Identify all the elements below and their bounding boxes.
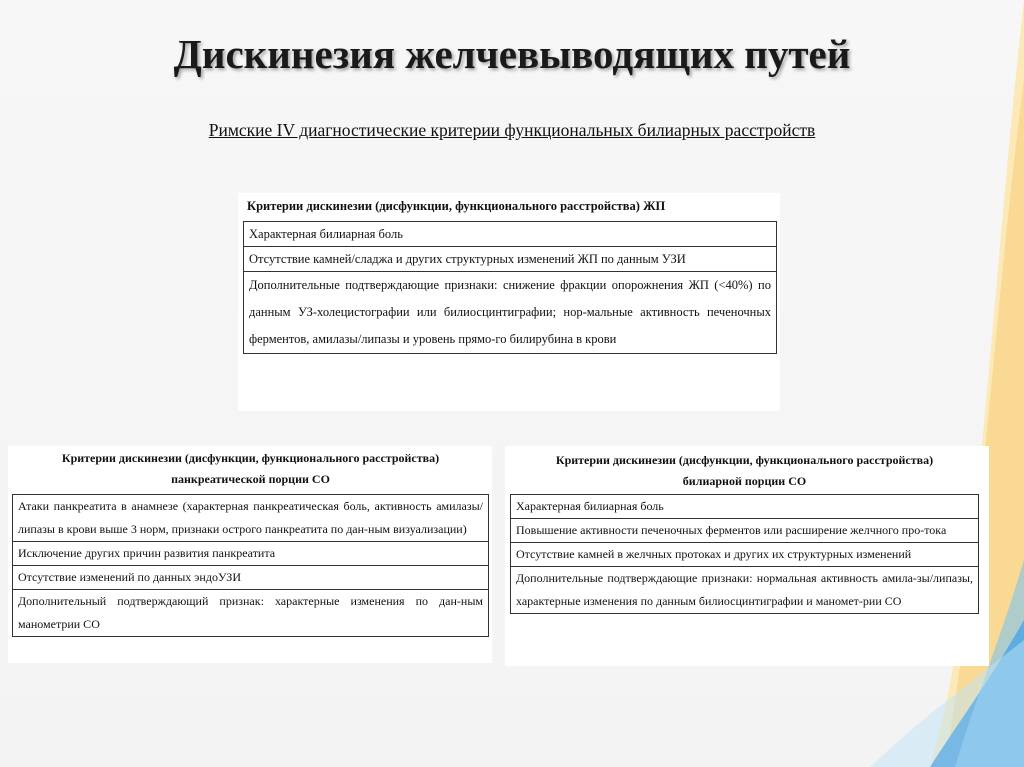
table-header: Критерии дискинезии (дисфункции, функционального расстройства) ЖП	[247, 199, 666, 213]
table-row	[511, 543, 979, 567]
table-row	[13, 495, 489, 542]
table-cell: Повышение активности печеночных ферментов или расширение желчного про-тока	[511, 519, 979, 543]
table-cell: Отсутствие камней в желчных протоках и других их структурных изменений	[511, 543, 979, 567]
table-cell: Исключение других причин развития панкреатита	[13, 542, 489, 566]
table-row	[13, 542, 489, 566]
pancreatic-sphincter-criteria-table	[8, 446, 492, 663]
slide-subtitle: Римские IV диагностические критерии функциональных билиарных расстройств	[208, 120, 816, 140]
table-row	[244, 272, 777, 354]
table-cell: Отсутствие камней/сладжа и других структурных изменений ЖП по данным УЗИ	[244, 247, 777, 272]
table-cell: Характерная билиарная боль	[511, 495, 979, 519]
table-row	[244, 247, 777, 272]
table-row	[511, 567, 979, 614]
slide-title: Дискинезия желчевыводящих путей	[173, 31, 851, 77]
biliary-sphincter-criteria-table	[505, 446, 989, 666]
table-cell: Дополнительные подтверждающие признаки: нормальная активность амила-зы/липазы, характерные изменения по данным билиосцинтиграфии и маномет-рии СО	[511, 567, 979, 614]
table-header: Критерии дискинезии (дисфункции, функционального расстройства) панкреатической порции СО	[61, 451, 440, 486]
table-row	[13, 590, 489, 637]
table-row	[511, 519, 979, 543]
table-header: Критерии дискинезии (дисфункции, функционального расстройства) билиарной порции СО	[555, 453, 934, 488]
table-cell: Атаки панкреатита в анамнезе (характерная панкреатическая боль, активность амилазы/липазы в крови выше 3 норм, признаки острого панкреатита по дан-ным визуализации)	[13, 495, 489, 542]
table-row	[511, 495, 979, 519]
table-cell: Дополнительные подтверждающие признаки: снижение фракции опорожнения ЖП (<40%) по данным УЗ-холецистографии или билиосцинтиграфии; нор-мальные активность печеночных ферментов, амилазы/липазы и уровень прямо-го билирубина в крови	[244, 272, 777, 354]
table-row	[244, 222, 777, 247]
table-cell: Дополнительный подтверждающий признак: характерные изменения по дан-ным манометрии СО	[13, 590, 489, 637]
table-cell: Характерная билиарная боль	[244, 222, 777, 247]
table-cell: Отсутствие изменений по данных эндоУЗИ	[13, 566, 489, 590]
table-row	[13, 566, 489, 590]
gallbladder-criteria-table	[238, 193, 780, 411]
